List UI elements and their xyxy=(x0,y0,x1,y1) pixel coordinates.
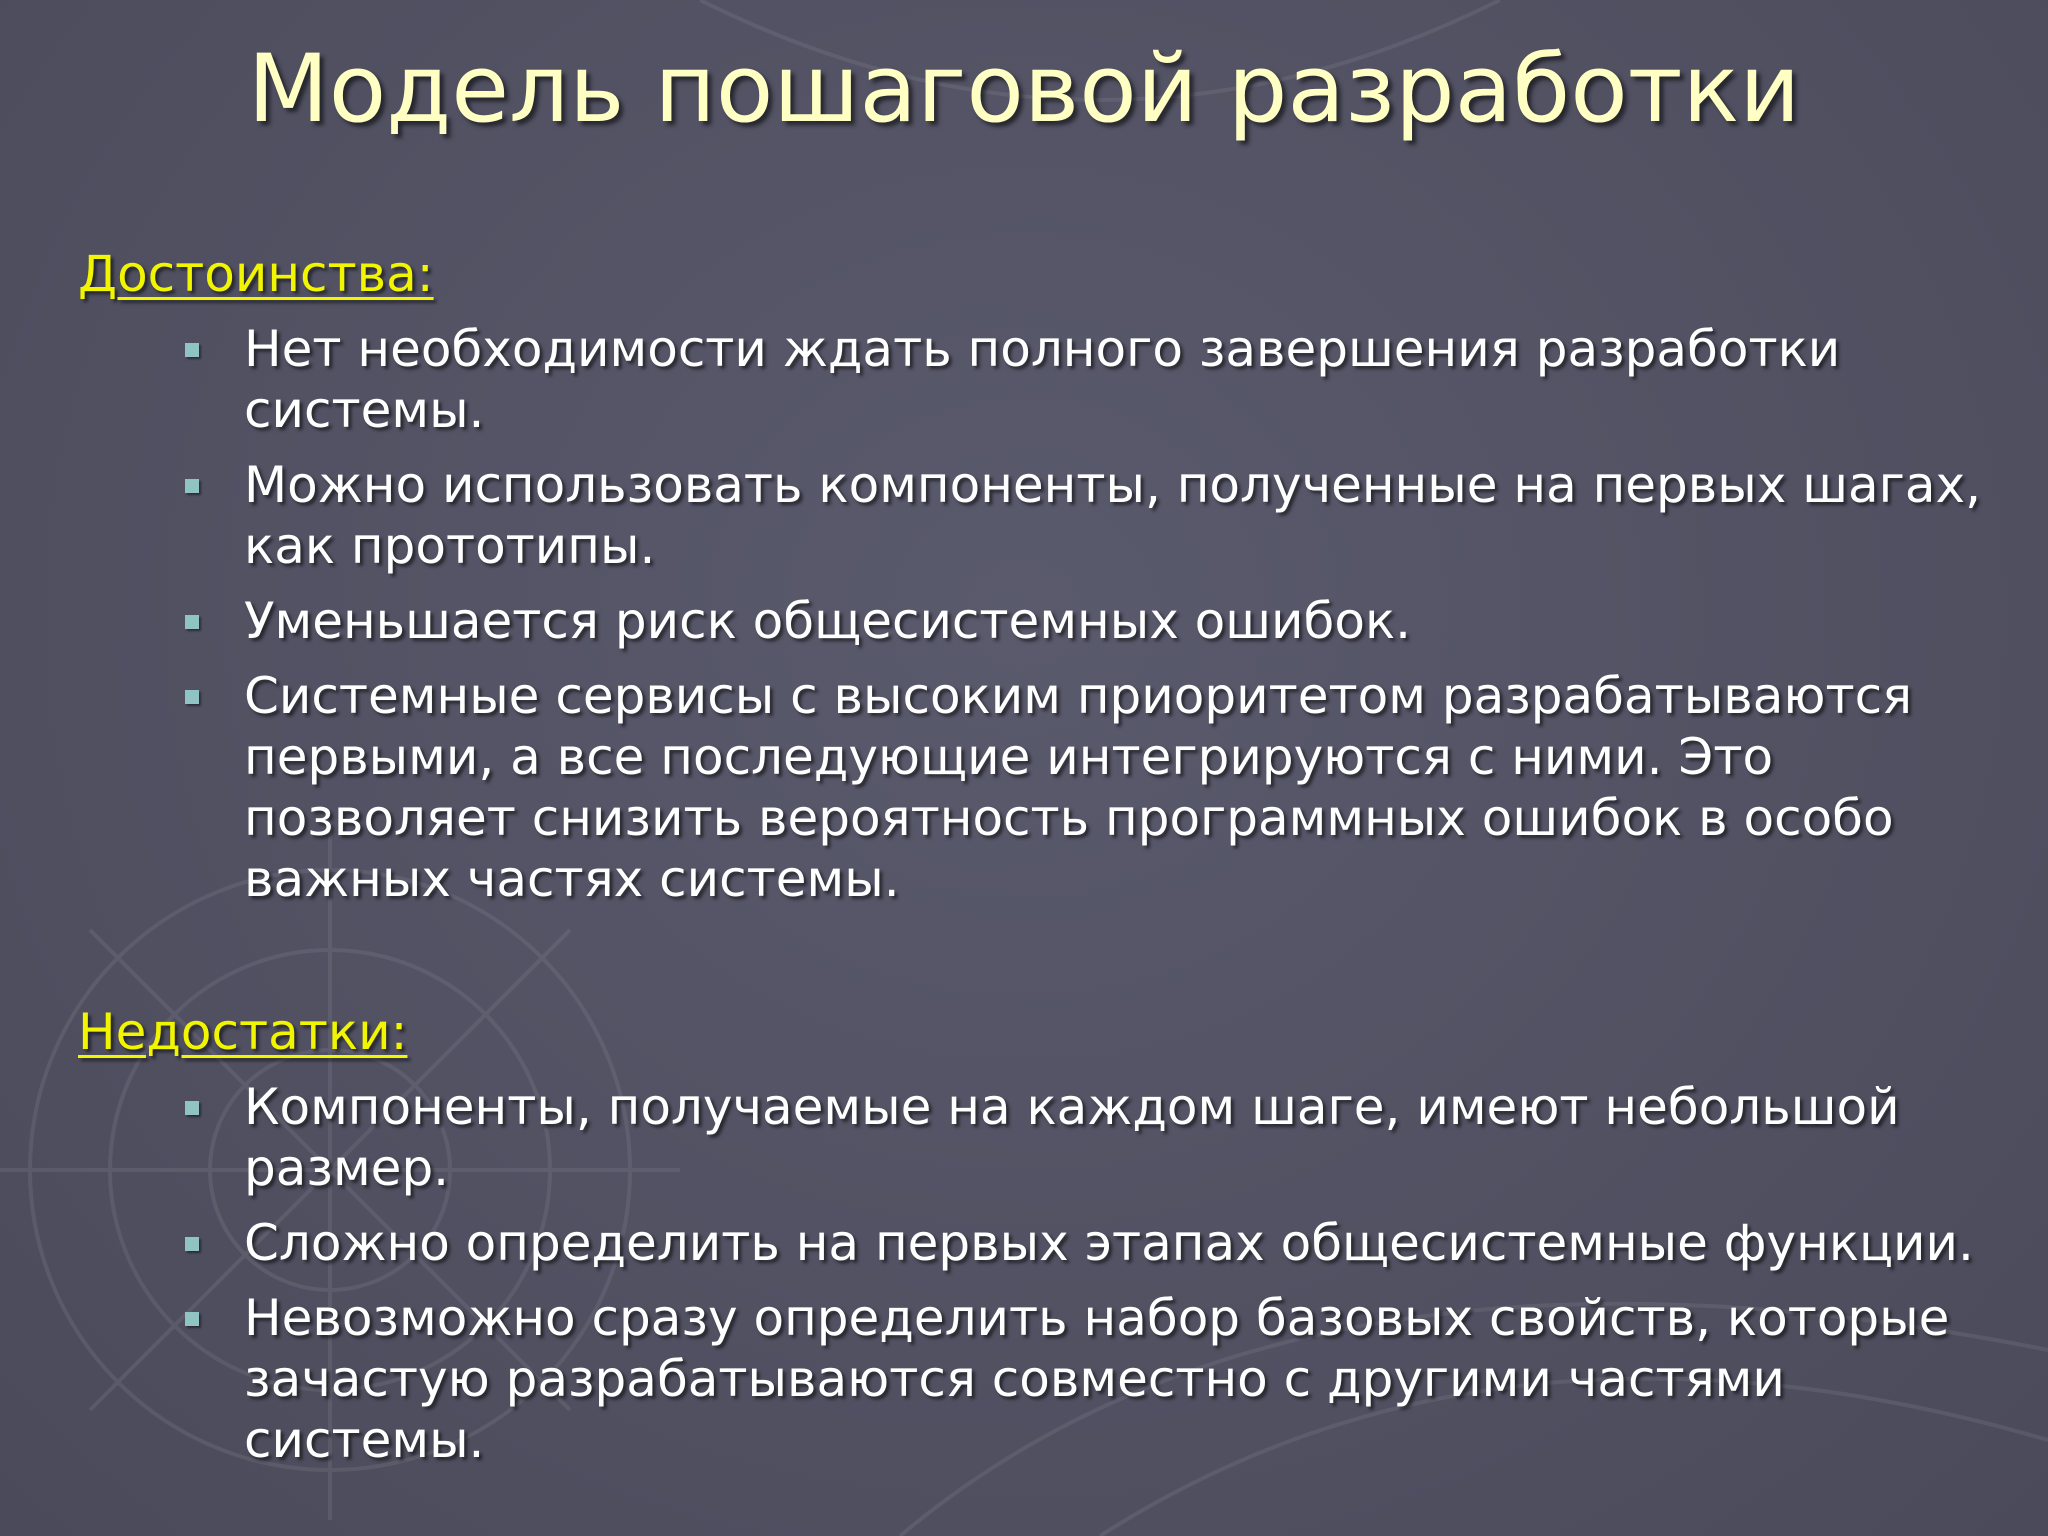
list-item-text: Можно использовать компоненты, полученные на первых шагах, как прототипы. xyxy=(244,456,1982,575)
list-item-text: Нет необходимости ждать полного завершения разработки системы. xyxy=(244,320,1841,439)
list-item xyxy=(182,591,2012,652)
list-item-text: Сложно определить на первых этапах общесистемные функции. xyxy=(244,1214,1974,1272)
list-item xyxy=(182,319,2012,441)
square-bullet-icon xyxy=(185,1237,199,1251)
square-bullet-icon xyxy=(185,615,199,629)
list-item xyxy=(182,1077,2012,1199)
square-bullet-icon xyxy=(185,1101,199,1115)
list-item xyxy=(182,1213,2012,1274)
advantages-list xyxy=(182,319,2012,924)
square-bullet-icon xyxy=(185,343,199,357)
list-item-text: Невозможно сразу определить набор базовых свойств, которые зачастую разрабатываются совместно с другими частями системы. xyxy=(244,1289,1950,1469)
advantages-heading: Достоинства: xyxy=(78,245,434,303)
disadvantages-list xyxy=(182,1077,2012,1485)
slide-title: Модель пошаговой разработки xyxy=(247,35,1801,144)
list-item xyxy=(182,1288,2012,1471)
square-bullet-icon xyxy=(185,1312,199,1326)
square-bullet-icon xyxy=(185,479,199,493)
disadvantages-heading: Недостатки: xyxy=(78,1003,408,1061)
square-bullet-icon xyxy=(185,690,199,704)
list-item-text: Компоненты, получаемые на каждом шаге, имеют небольшой размер. xyxy=(244,1078,1900,1197)
list-item-text: Уменьшается риск общесистемных ошибок. xyxy=(244,592,1412,650)
list-item-text: Системные сервисы с высоким приоритетом разрабатываются первыми, а все последующие интегрируются с ними. Это позволяет снизить вероятность программных ошибок в особо важных частях системы. xyxy=(244,667,1913,908)
list-item xyxy=(182,455,2012,577)
list-item xyxy=(182,666,2012,910)
